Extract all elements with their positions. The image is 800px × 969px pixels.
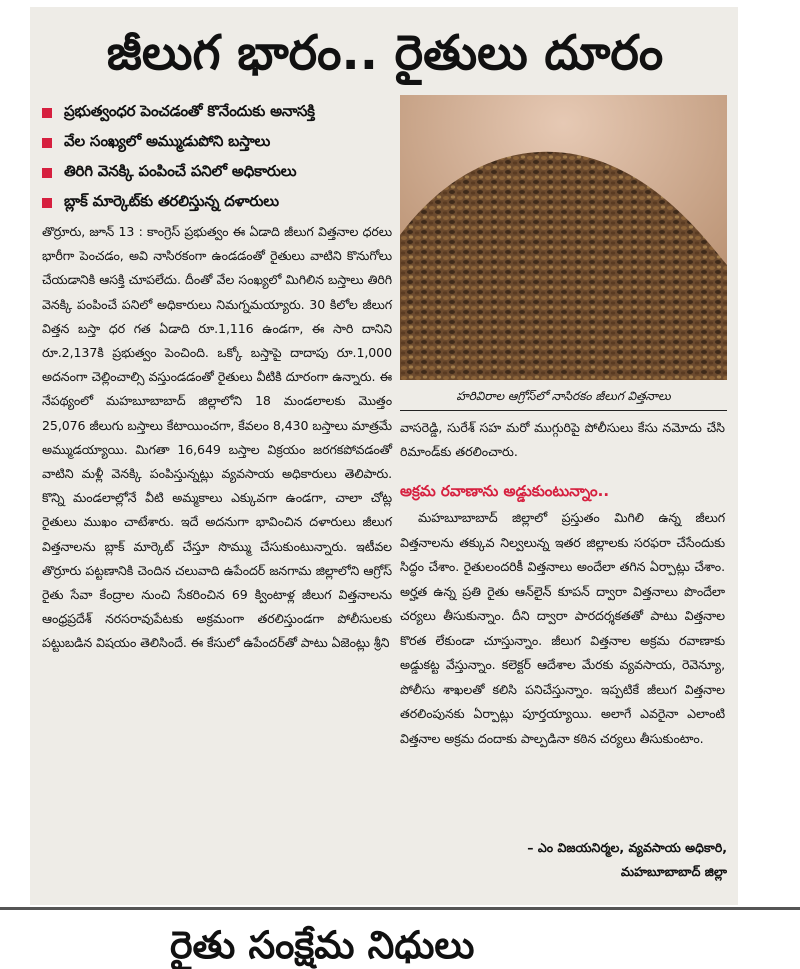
- article-body-text: వాసరెడ్డి, సురేశ్ సహ మరో ముగ్గురిపై పోలీసులు కేసు నమోదు చేసి రిమాండ్‌కు తరలించారు.: [400, 420, 725, 459]
- bullet-item: [42, 188, 400, 218]
- attribution-location: మహబూబాబాద్ జిల్లా: [620, 864, 727, 879]
- bullet-item: [42, 98, 400, 128]
- article-body-text: తొర్రూరు, జూన్ 13 : కాంగ్రెస్ ప్రభుత్వం ఈ ఏడాది జీలుగ విత్తనాల ధరలు భారీగా పెంచడం, అవి నాసిరకంగా ఉండడంతో రైతులు వాటిని కొనుగోలు చేయడానికి ఆసక్తి చూపలేదు. దీంతో వేల సంఖ్యలో మిగిలిన బస్తాలు తిరిగి వెనక్కి పంపించే పనిలో అధికారులు నిమగ్నమయ్యారు. 30 కిలోల జీలుగ విత్తన బస్తా ధర గత ఏడాది రూ.1,116 ఉండగా, ఈ సారి దానిని రూ.2,137కి ప్రభుత్వం పెంచింది. ఒక్కో బస్తాపై దాదాపు రూ.1,000 అదనంగా చెల్లించాల్సి వస్తుండడంతో రైతులు వీటికి దూరంగా ఉన్నారు. ఈ నేపథ్యంలో మహబూబాబాద్ జిల్లాలోని 18 మండలాలకు మొత్తం 25,076 జీలుగు బస్తాలు కేటాయించగా, కేవలం 8,430 బస్తాలు మాత్రమే అమ్ముడయ్యాయి. మిగతా 16,649 బస్తాల విక్రయం జరగకపోవడంతో వాటిని మళ్లీ వెనక్కి పంపిస్తున్నట్లు వ్యవసాయ అధికారులు తెలిపారు. కొన్ని మండలాల్లోనే వీటి అమ్మకాలు ఎక్కువగా ఉండగా, చాలా చోట్ల రైతులు ముఖం చాటేశారు. ఇదే అదనుగా భావించిన దళారులు జీలుగ విత్తనాలను బ్లాక్ మార్కెట్ చేస్తూ సొమ్ము చేసుకుంటున్నారు. ఇటీవల తొర్రూరు పట్టణానికి చెందిన చలువాది ఉపేందర్ జనగామ జిల్లాలోని ఆగ్రోస్ రైతు సేవా కేంద్రాల నుంచి సేకరించిన 69 క్వింటాళ్ల జీలుగ విత్తనాలను ఆంధ్రప్రదేశ్ నరసరావుపేటకు అక్రమంగా తరలిస్తుండగా పోలీసులకు పట్టుబడిన విషయం తెలిసిందే. ఈ కేసులో ఉపేందర్‌తో పాటు ఏజెంట్లు శ్రీని: [42, 224, 392, 651]
- next-headline-fragment: రైతు సంక్షేమ నిధులు: [170, 923, 475, 967]
- quote-text: మహబూబాబాద్ జిల్లాలో ప్రస్తుతం మిగిలి ఉన్న జీలుగ విత్తనాలను తక్కువ నిల్వలున్న ఇతర జిల్లాలకు సరఫరా చేసేందుకు సిద్ధం చేశాం. రైతులందరికీ విత్తనాలు అందేలా తగిన ఏర్పాట్లు చేశాం. అర్హత ఉన్న ప్రతి రైతు ఆన్‌లైన్ కూపన్ ద్వారా విత్తనాలు పొందేలా చర్యలు తీసుకున్నాం. దీని ద్వారా పారదర్శకతతో పాటు విత్తనాల కొరత లేకుండా చూస్తున్నాం. జీలుగ విత్తనాల అక్రమ రవాణాకు అడ్డుకట్ట వేస్తున్నాం. కలెక్టర్ ఆదేశాల మేరకు వ్యవసాయ, రెవెన్యూ, పోలీసు శాఖలతో కలిసి పనిచేస్తున్నాం. ఇప్పటికే జీలుగ విత్తనాల తరలింపునకు ఏర్పాట్లు పూర్తయ్యాయి. అలాగే ఎవరైనా ఎలాంటి విత్తనాల అక్రమ దందాకు పాల్పడినా కఠిన చర్యలు తీసుకుంటాం.: [400, 510, 725, 746]
- quote-attribution: [440, 836, 727, 886]
- section-subheading: అక్రమ రవాణాను అడ్డుకుంటున్నాం..: [400, 482, 610, 500]
- bullet-text: బ్లాక్ మార్కెట్‌కు తరలిస్తున్న దళారులు: [64, 192, 279, 210]
- attribution-name: – ఎం విజయనిర్మల, వ్యవసాయ అధికారి,: [527, 840, 727, 855]
- bullet-list: [42, 98, 400, 218]
- headline: జీలుగ భారం.. రైతులు దూరం: [106, 25, 664, 81]
- bullet-text: ప్రభుత్వంధర పెంచడంతో కొనేందుకు అనాసక్తి: [64, 102, 315, 120]
- photo-caption: హరివిరాల ఆగ్రోస్‌లో నాసిరకం జీలుగ విత్తనాలు: [456, 389, 671, 403]
- bullet-square-icon: [42, 198, 52, 208]
- bullet-item: [42, 128, 400, 158]
- article-body-right-continuation: [400, 416, 725, 468]
- bullet-text: వేల సంఖ్యలో అమ్ముడుపోని బస్తాలు: [64, 132, 271, 150]
- page-divider: [0, 907, 800, 910]
- bullet-item: [42, 158, 400, 188]
- bullet-square-icon: [42, 108, 52, 118]
- article-body-right-column: [400, 506, 725, 836]
- seed-photo: [400, 95, 727, 380]
- bullet-text: తిరిగి వెనక్కి పంపించే పనిలో అధికారులు: [64, 162, 297, 180]
- caption-divider: [400, 410, 727, 411]
- seed-photo-graphic: [400, 95, 727, 380]
- bullet-square-icon: [42, 138, 52, 148]
- bullet-square-icon: [42, 168, 52, 178]
- article-body-left-column: [42, 220, 392, 900]
